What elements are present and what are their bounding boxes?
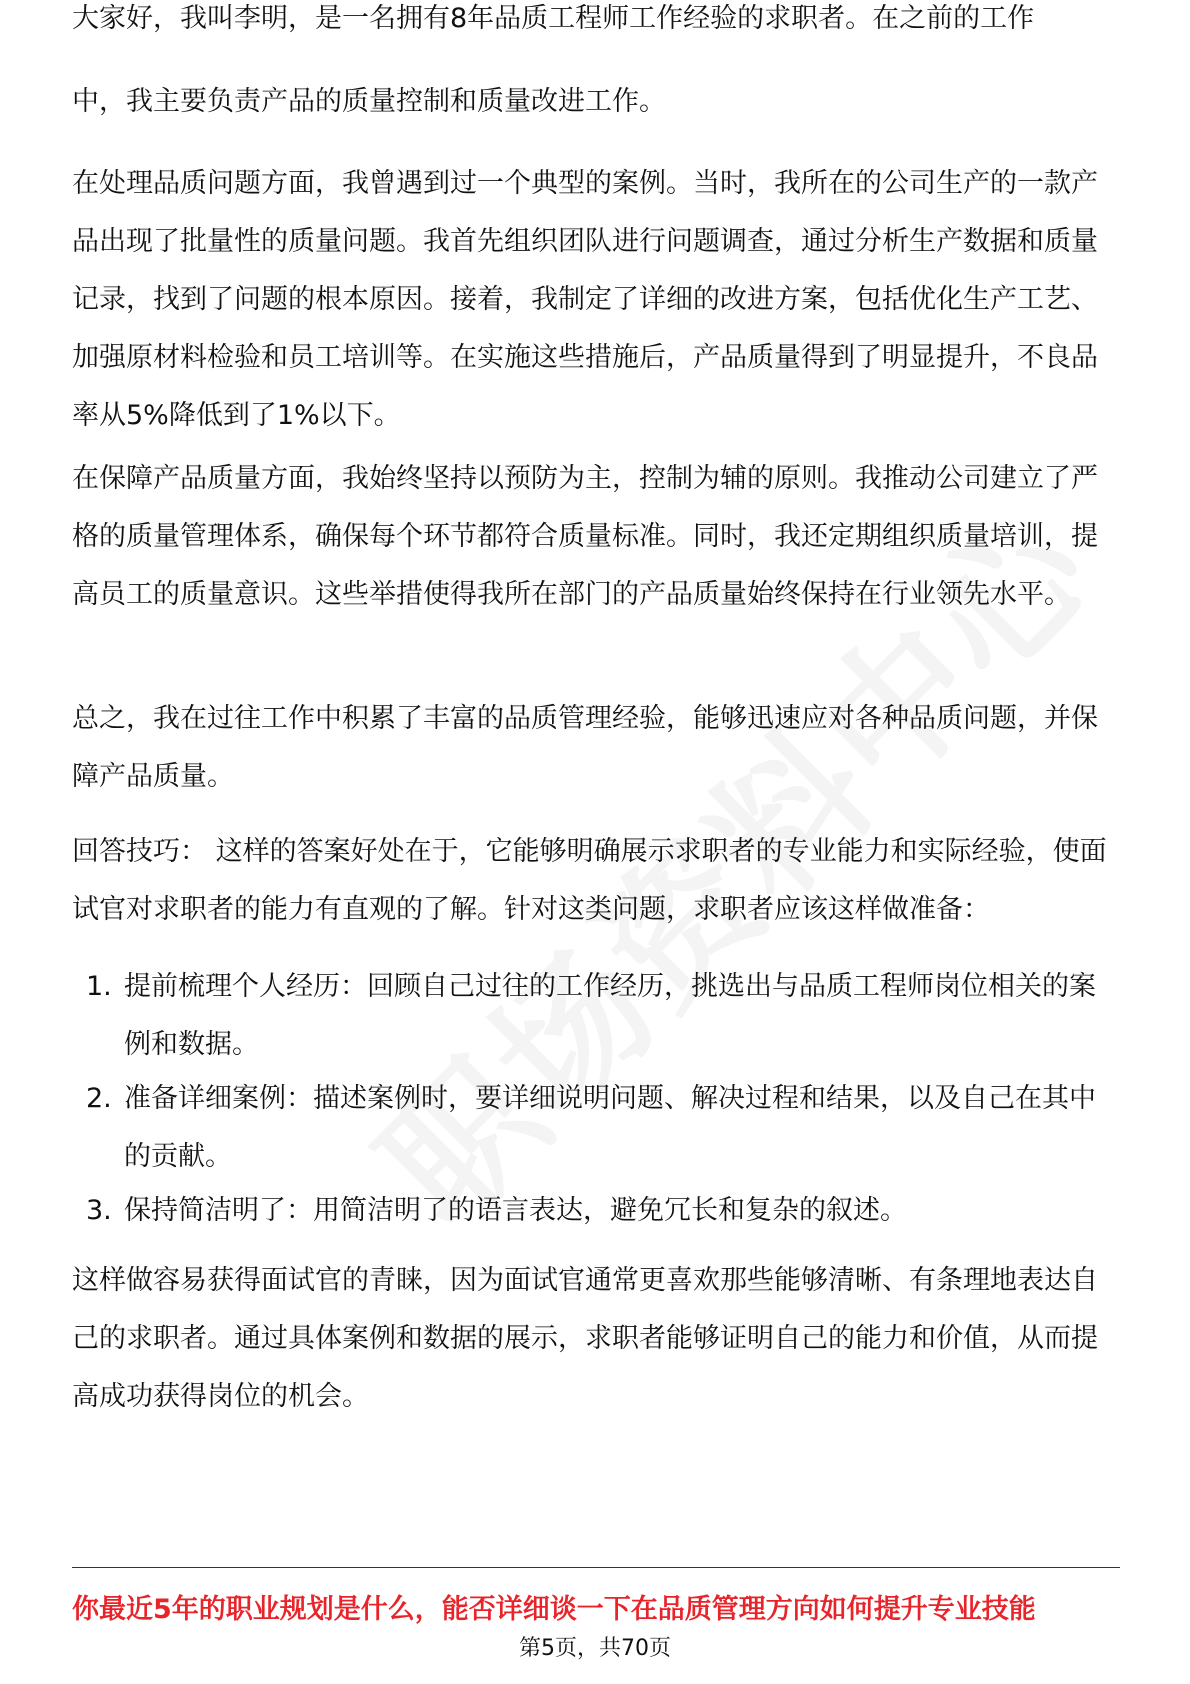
list-item: [72, 1182, 1122, 1240]
list-item-number: 3.: [86, 1195, 112, 1226]
section-divider: [72, 1567, 1120, 1568]
paragraph-intro-end: 中，我主要负责产品的质量控制和质量改进工作。: [72, 86, 666, 117]
list-item-text: 准备详细案例：描述案例时，要详细说明问题、解决过程和结果，以及自己在其中的贡献。: [124, 1083, 1096, 1172]
list-item-text: 保持简洁明了：用简洁明了的语言表达，避免冗长和复杂的叙述。: [124, 1195, 907, 1226]
page-number: 第5页，共70页: [519, 1636, 671, 1661]
next-question-heading: 你最近5年的职业规划是什么，能否详细谈一下在品质管理方向如何提升专业技能: [72, 1594, 1036, 1625]
cut-off-text-line: [72, 3, 1112, 56]
paragraph-answer-tips: 回答技巧： 这样的答案好处在于，它能够明确展示求职者的专业能力和实际经验，使面试官对求职者的能力有直观的了解。针对这类问题，求职者应该这样做准备：: [72, 836, 1107, 925]
cut-off-text: 大家好，我叫李明，是一名拥有8年品质工程师工作经验的求职者。在之前的工作: [72, 3, 1035, 34]
list-item: [72, 1070, 1122, 1186]
list-item-number: 2.: [86, 1083, 112, 1114]
list-item: [72, 958, 1122, 1074]
paragraph-summary: 总之，我在过往工作中积累了丰富的品质管理经验，能够迅速应对各种品质问题，并保障产品质量。: [72, 703, 1098, 792]
list-item-text: 提前梳理个人经历：回顾自己过往的工作经历，挑选出与品质工程师岗位相关的案例和数据。: [124, 971, 1096, 1060]
paragraph-quality-assurance: 在保障产品质量方面，我始终坚持以预防为主，控制为辅的原则。我推动公司建立了严格的质量管理体系，确保每个环节都符合质量标准。同时，我还定期组织质量培训，提高员工的质量意识。这些举措使得我所在部门的产品质量始终保持在行业领先水平。: [72, 463, 1098, 610]
tips-list: [72, 958, 1122, 1240]
paragraph-quality-case: 在处理品质问题方面，我曾遇到过一个典型的案例。当时，我所在的公司生产的一款产品出现了批量性的质量问题。我首先组织团队进行问题调查，通过分析生产数据和质量记录，找到了问题的根本原因。接着，我制定了详细的改进方案，包括优化生产工艺、加强原材料检验和员工培训等。在实施这些措施后，产品质量得到了明显提升，不良品率从5%降低到了1%以下。: [72, 168, 1098, 431]
list-item-number: 1.: [86, 971, 112, 1002]
paragraph-closing: 这样做容易获得面试官的青睐，因为面试官通常更喜欢那些能够清晰、有条理地表达自己的求职者。通过具体案例和数据的展示，求职者能够证明自己的能力和价值，从而提高成功获得岗位的机会。: [72, 1265, 1098, 1412]
